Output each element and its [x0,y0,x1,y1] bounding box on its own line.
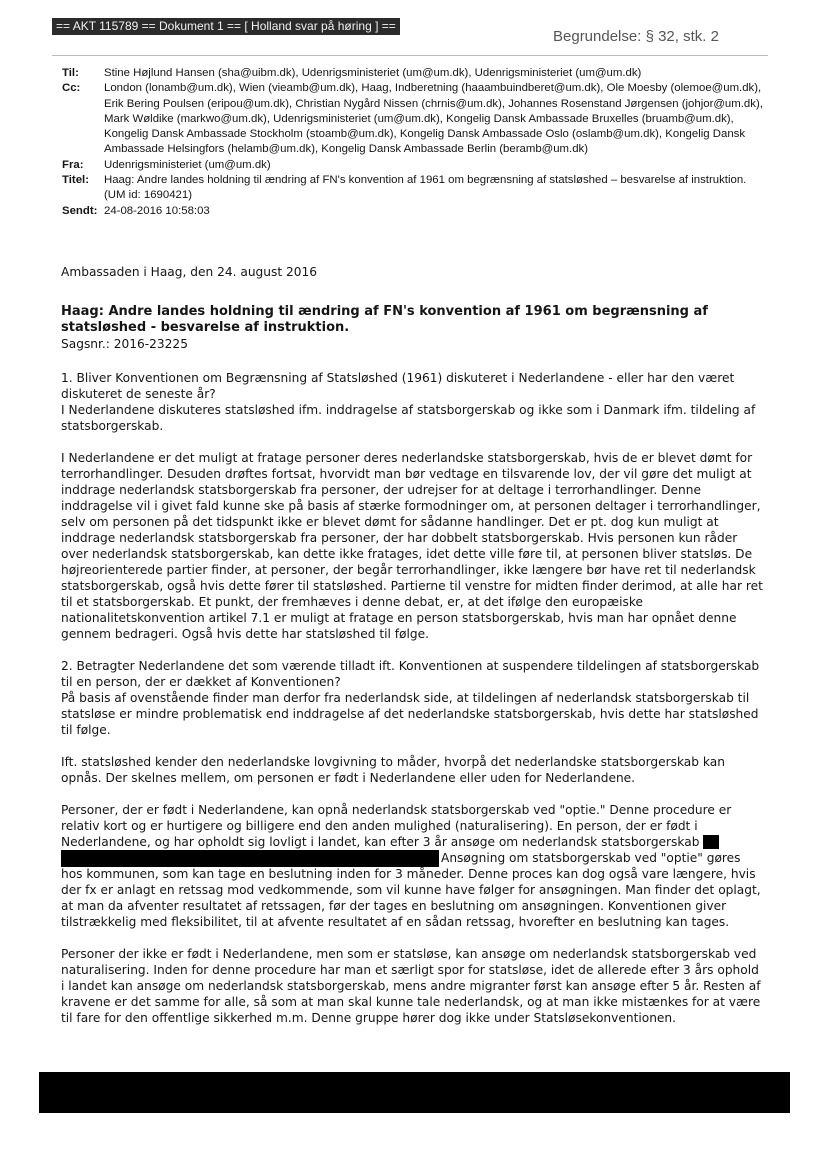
paragraph-optie-part2: hos kommunen, som kan tage en beslutning inden for 3 måneder. Denne proces kan dog også vare længere, hvis der fx er anlagt en retssag mod vedkommende, som vil kunne have følger for ansøgningen. Man finder det oplagt, at man da afventer resultatet af retssagen, før der tages en beslutning om ansøgningen. Konventionen giver tilstrækkelig med fleksibilitet, til at afvente resultatet af en sådan retssag, hvorefter en beslutning kan tages. [61,867,761,929]
paragraph-optie-part1 [61,802,766,850]
cc-label: Cc: [62,82,81,95]
dateline: Ambassaden i Haag, den 24. august 2016 [61,265,318,279]
sent-row [62,204,767,219]
question-1-block [61,370,766,434]
optie-text: Personer, der er født i Nederlandene, kan opnå nederlandsk statsborgerskab ved "optie." Denne procedure er relativ kort og er hurtigere og billigere end den anden mulighed (naturalisering). En person, der er født i Nederlandene, og har opholdt sig lovligt i landet, kan efter 3 år ansøge om nederlandsk statsborgerskab [61,803,732,849]
from-row [62,158,767,173]
paragraph-naturalisation: Personer der ikke er født i Nederlandene, men som er statsløse, kan ansøge om nederlandsk statsborgerskab ved naturalisering. Inden for denne procedure har man et særligt spor for statsløse, idet de allerede efter 3 års ophold i landet kan ansøge om nederlandsk statsborgerskab, mens andre migranter først kan ansøge efter 5 år. Resten af kravene er det samme for alle, så som at man skal kunne tale nederlandsk, og at man ikke mistænkes for at være til fare for den offentlige sikkerhed m.m. Denne gruppe hører dog ikke under Statsløsekonventionen. [61,947,761,1025]
cc-value: London (lonamb@um.dk), Wien (vieamb@um.dk), Haag, Indberetning (haaambuindberet@um.dk), Ole Moesby (olemoe@um.dk), Erik Bering Poulsen (eripou@um.dk), Christian Nygård Nissen (chrnis@um.dk), Johannes Rosenstand Jørgensen (johjor@um.dk), Mark Wøldike (markwo@um.dk), Udenrigsministeriet (um@um.dk), Kongelig Dansk Ambassade Bruxelles (bruamb@um.dk), Kongelig Dansk Ambassade Stockholm (stoamb@um.dk), Kongelig Dansk Ambassade Oslo (oslamb@um.dk), Kongelig Dansk Ambassade Helsingfors (helamb@um.dk), Kongelig Dansk Ambassade Berlin (beramb@um.dk) [104,82,763,156]
to-value: Stine Højlund Hansen (sha@uibm.dk), Udenrigsministeriet (um@um.dk), Udenrigsministeriet (um@um.dk) [104,67,642,79]
sent-value: 24-08-2016 10:58:03 [104,204,210,217]
redaction-block [61,850,439,867]
optie-application-text: Ansøgning om statsborgerskab ved "optie" gøres [441,851,741,865]
title-value: Haag: Andre landes holdning til ændring af FN's konvention af 1961 om begrænsning af statsløshed – besvarelse af instruktion. (UM id: 1690421) [104,174,747,202]
sent-label: Sendt: [62,204,98,217]
redaction-grounds: Begrundelse: § 32, stk. 2 [553,28,719,45]
case-number: Sagsnr.: 2016-23225 [61,337,188,351]
redaction-line [61,850,766,866]
letter-title: Haag: Andre landes holdning til ændring af FN's konvention af 1961 om begrænsning af statsløshed - besvarelse af instruktion. [61,304,708,335]
answer-2: På basis af ovenstående finder man derfor fra nederlandsk side, at tildelingen af nederlandsk statsborgerskab til statsløse er mindre problematisk end inddragelse af det nederlandske statsborgerskab, hvis dette har statsløshed til følge. [61,691,759,737]
title-row [62,173,767,204]
to-row [62,66,767,81]
redaction-bottom-block [39,1072,790,1113]
redaction-inline [703,835,719,849]
answer-1: I Nederlandene diskuteres statsløshed ifm. inddragelse af statsborgerskab og ikke som i Danmark ifm. tildeling af statsborgerskab. [61,403,756,433]
question-2-block [61,658,766,738]
paragraph-two-ways: Ift. statsløshed kender den nederlandske lovgivning to måder, hvorpå det nederlandske statsborgerskab kan opnås. Der skelnes mellem, om personen er født i Nederlandene eller uden for Nederlandene. [61,755,725,785]
to-label: Til: [62,67,79,79]
document-banner: == AKT 115789 == Dokument 1 == [ Holland svar på høring ] == [52,18,400,35]
question-2: 2. Betragter Nederlandene det som værende tilladt ift. Konventionen at suspendere tildelingen af statsborgerskab til en person, der er dækket af Konventionen? [61,659,760,689]
email-header [62,66,767,219]
from-value: Udenrigsministeriet (um@um.dk) [104,158,271,171]
title-label: Titel: [62,174,90,187]
paragraph-terror: I Nederlandene er det muligt at fratage personer deres nederlandske statsborgerskab, hvis de er blevet dømt for terrorhandlinger. Desuden drøftes fortsat, hvorvidt man bør vedtage en tilsvarende lov, der vil gøre det muligt at inddrage nederlandsk statsborgerskab fra personer, der udrejser for at deltage i terrorhandlinger. Denne inddragelse vil i givet fald kunne ske på basis af stærke formodninger om, at personen deltager i terrorhandlinger, selv om personen på det tidspunkt ikke er blevet dømt for sådanne handlinger. Det er pt. dog kun muligt at inddrage nederlandsk statsborgerskab fra personer, der har dobbelt statsborgerskab. Hvis personen kun råder over nederlandsk statsborgerskab, kan dette ikke fratages, idet dette ville føre til, at personen bliver statsløs. De højreorienterede partier finder, at personer, der begår terrorhandlinger, ikke længere bør have ret til nederlandsk statsborgerskab, også hvis dette fører til statsløshed. Partierne til venstre for midten finder derimod, at alle har ret til et statsborgerskab. Et punkt, der fremhæves i denne debat, er, at det ifølge den europæiske nationalitetskonvention artikel 7.1 er muligt at fratage en person statsborgerskab, hvis man har opnået denne gennem bedrageri. Også hvis dette har statsløshed til følge. [61,451,763,641]
question-1: 1. Bliver Konventionen om Begrænsning af Statsløshed (1961) diskuteret i Nederlandene - eller har den været diskuteret de seneste år? [61,371,735,401]
from-label: Fra: [62,158,84,171]
header-divider [52,55,768,56]
letter-body [61,264,766,1042]
cc-row [62,81,767,157]
